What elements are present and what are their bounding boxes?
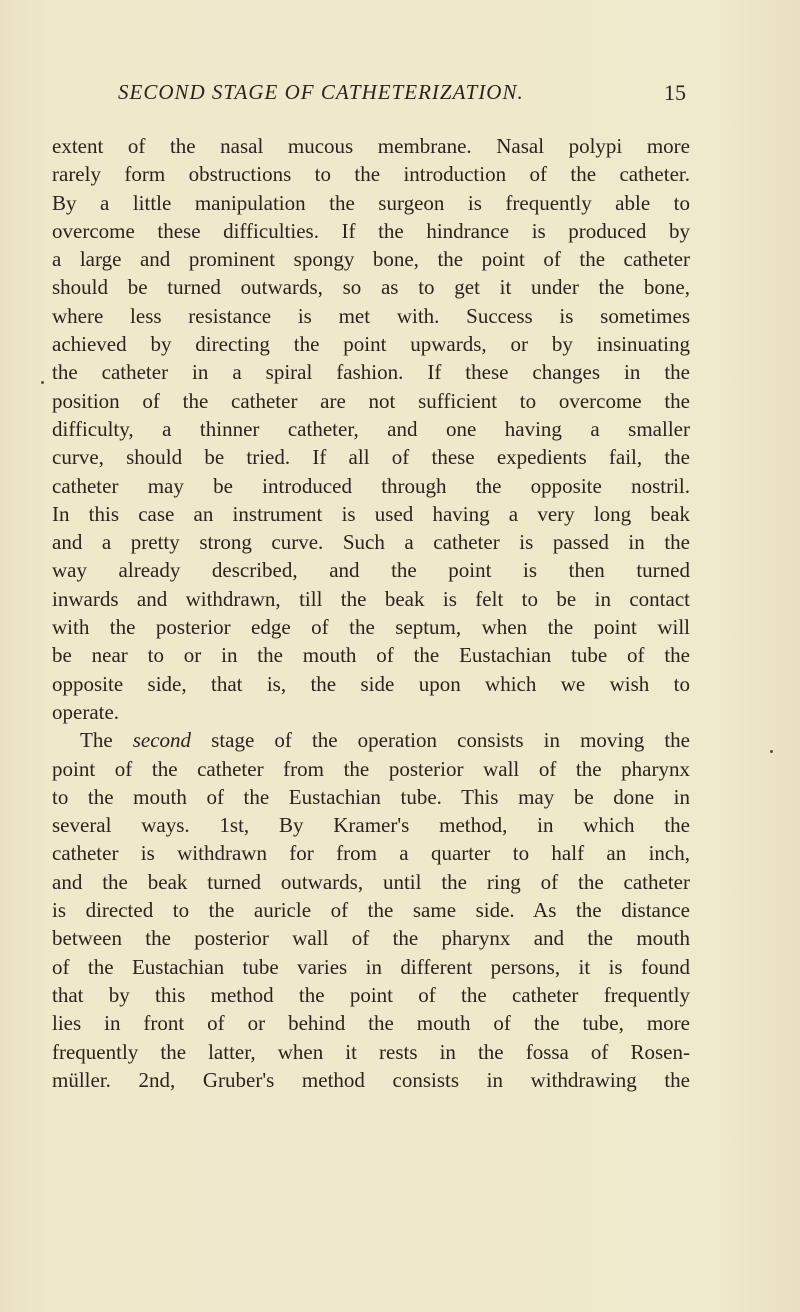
margin-mark	[770, 750, 773, 753]
italic-emphasis: second	[132, 728, 192, 753]
body-text	[52, 132, 690, 1094]
page-number: 15	[664, 80, 686, 105]
text-line: to the mouth of the Eustachian tube. This may be done in	[52, 784, 690, 809]
text-line: point of the catheter from the posterior wall of the pharynx	[52, 756, 690, 781]
text-line: way already described, and the point is then turned	[52, 558, 690, 583]
text-line: of the Eustachian tube varies in different persons, it is found	[52, 954, 690, 979]
text-line: catheter is withdrawn for from a quarter to half an inch,	[52, 841, 690, 866]
text-line: müller. 2nd, Gruber's method consists in withdrawing the	[52, 1067, 690, 1092]
paragraph-2	[52, 726, 690, 1094]
text-line: curve, should be tried. If all of these expedients fail, the	[52, 445, 690, 470]
text-line: with the posterior edge of the septum, when the point will	[52, 615, 690, 640]
text-line: achieved by directing the point upwards, or by insinuating	[52, 332, 690, 357]
text-line: that by this method the point of the catheter frequently	[52, 982, 690, 1007]
paragraph-1	[52, 132, 690, 726]
text-line: inwards and withdrawn, till the beak is felt to be in contact	[52, 586, 690, 611]
text-line: operate.	[52, 699, 120, 724]
text-line: position of the catheter are not sufficient to overcome the	[52, 388, 690, 413]
text-line	[52, 726, 690, 754]
text-line: is directed to the auricle of the same side. As the distance	[52, 898, 690, 923]
text-line: By a little manipulation the surgeon is frequently able to	[52, 190, 690, 215]
text-line: be near to or in the mouth of the Eustachian tube of the	[52, 643, 690, 668]
text-line: difficulty, a thinner catheter, and one having a smaller	[52, 416, 690, 441]
text-line: rarely form obstructions to the introduction of the catheter.	[52, 162, 690, 187]
text-line: should be turned outwards, so as to get it under the bone,	[52, 275, 690, 300]
text-line: catheter may be introduced through the opposite nostril.	[52, 473, 690, 498]
text-run: The	[80, 728, 133, 753]
running-title: SECOND STAGE OF CATHETERIZATION.	[118, 80, 524, 104]
text-line: a large and prominent spongy bone, the point of the catheter	[52, 247, 690, 272]
margin-mark	[41, 381, 44, 384]
text-line: and the beak turned outwards, until the ring of the catheter	[52, 869, 690, 894]
text-run: stage of the operation consists in moving the	[191, 728, 690, 753]
text-line: the catheter in a spiral fashion. If these changes in the	[52, 360, 690, 385]
text-line: and a pretty strong curve. Such a catheter is passed in the	[52, 530, 690, 555]
text-line: extent of the nasal mucous membrane. Nasal polypi more	[52, 134, 690, 158]
text-line: between the posterior wall of the pharynx and the mouth	[52, 926, 690, 951]
text-line: overcome these difficulties. If the hindrance is produced by	[52, 218, 690, 243]
text-line: lies in front of or behind the mouth of the tube, more	[52, 1011, 690, 1036]
text-line: where less resistance is met with. Success is sometimes	[52, 303, 690, 328]
text-line: several ways. 1st, By Kramer's method, in which the	[52, 813, 690, 838]
text-line: opposite side, that is, the side upon which we wish to	[52, 671, 690, 696]
text-line: In this case an instrument is used having a very long beak	[52, 501, 690, 526]
running-head	[118, 80, 686, 116]
text-line: frequently the latter, when it rests in the fossa of Rosen-	[52, 1039, 690, 1064]
